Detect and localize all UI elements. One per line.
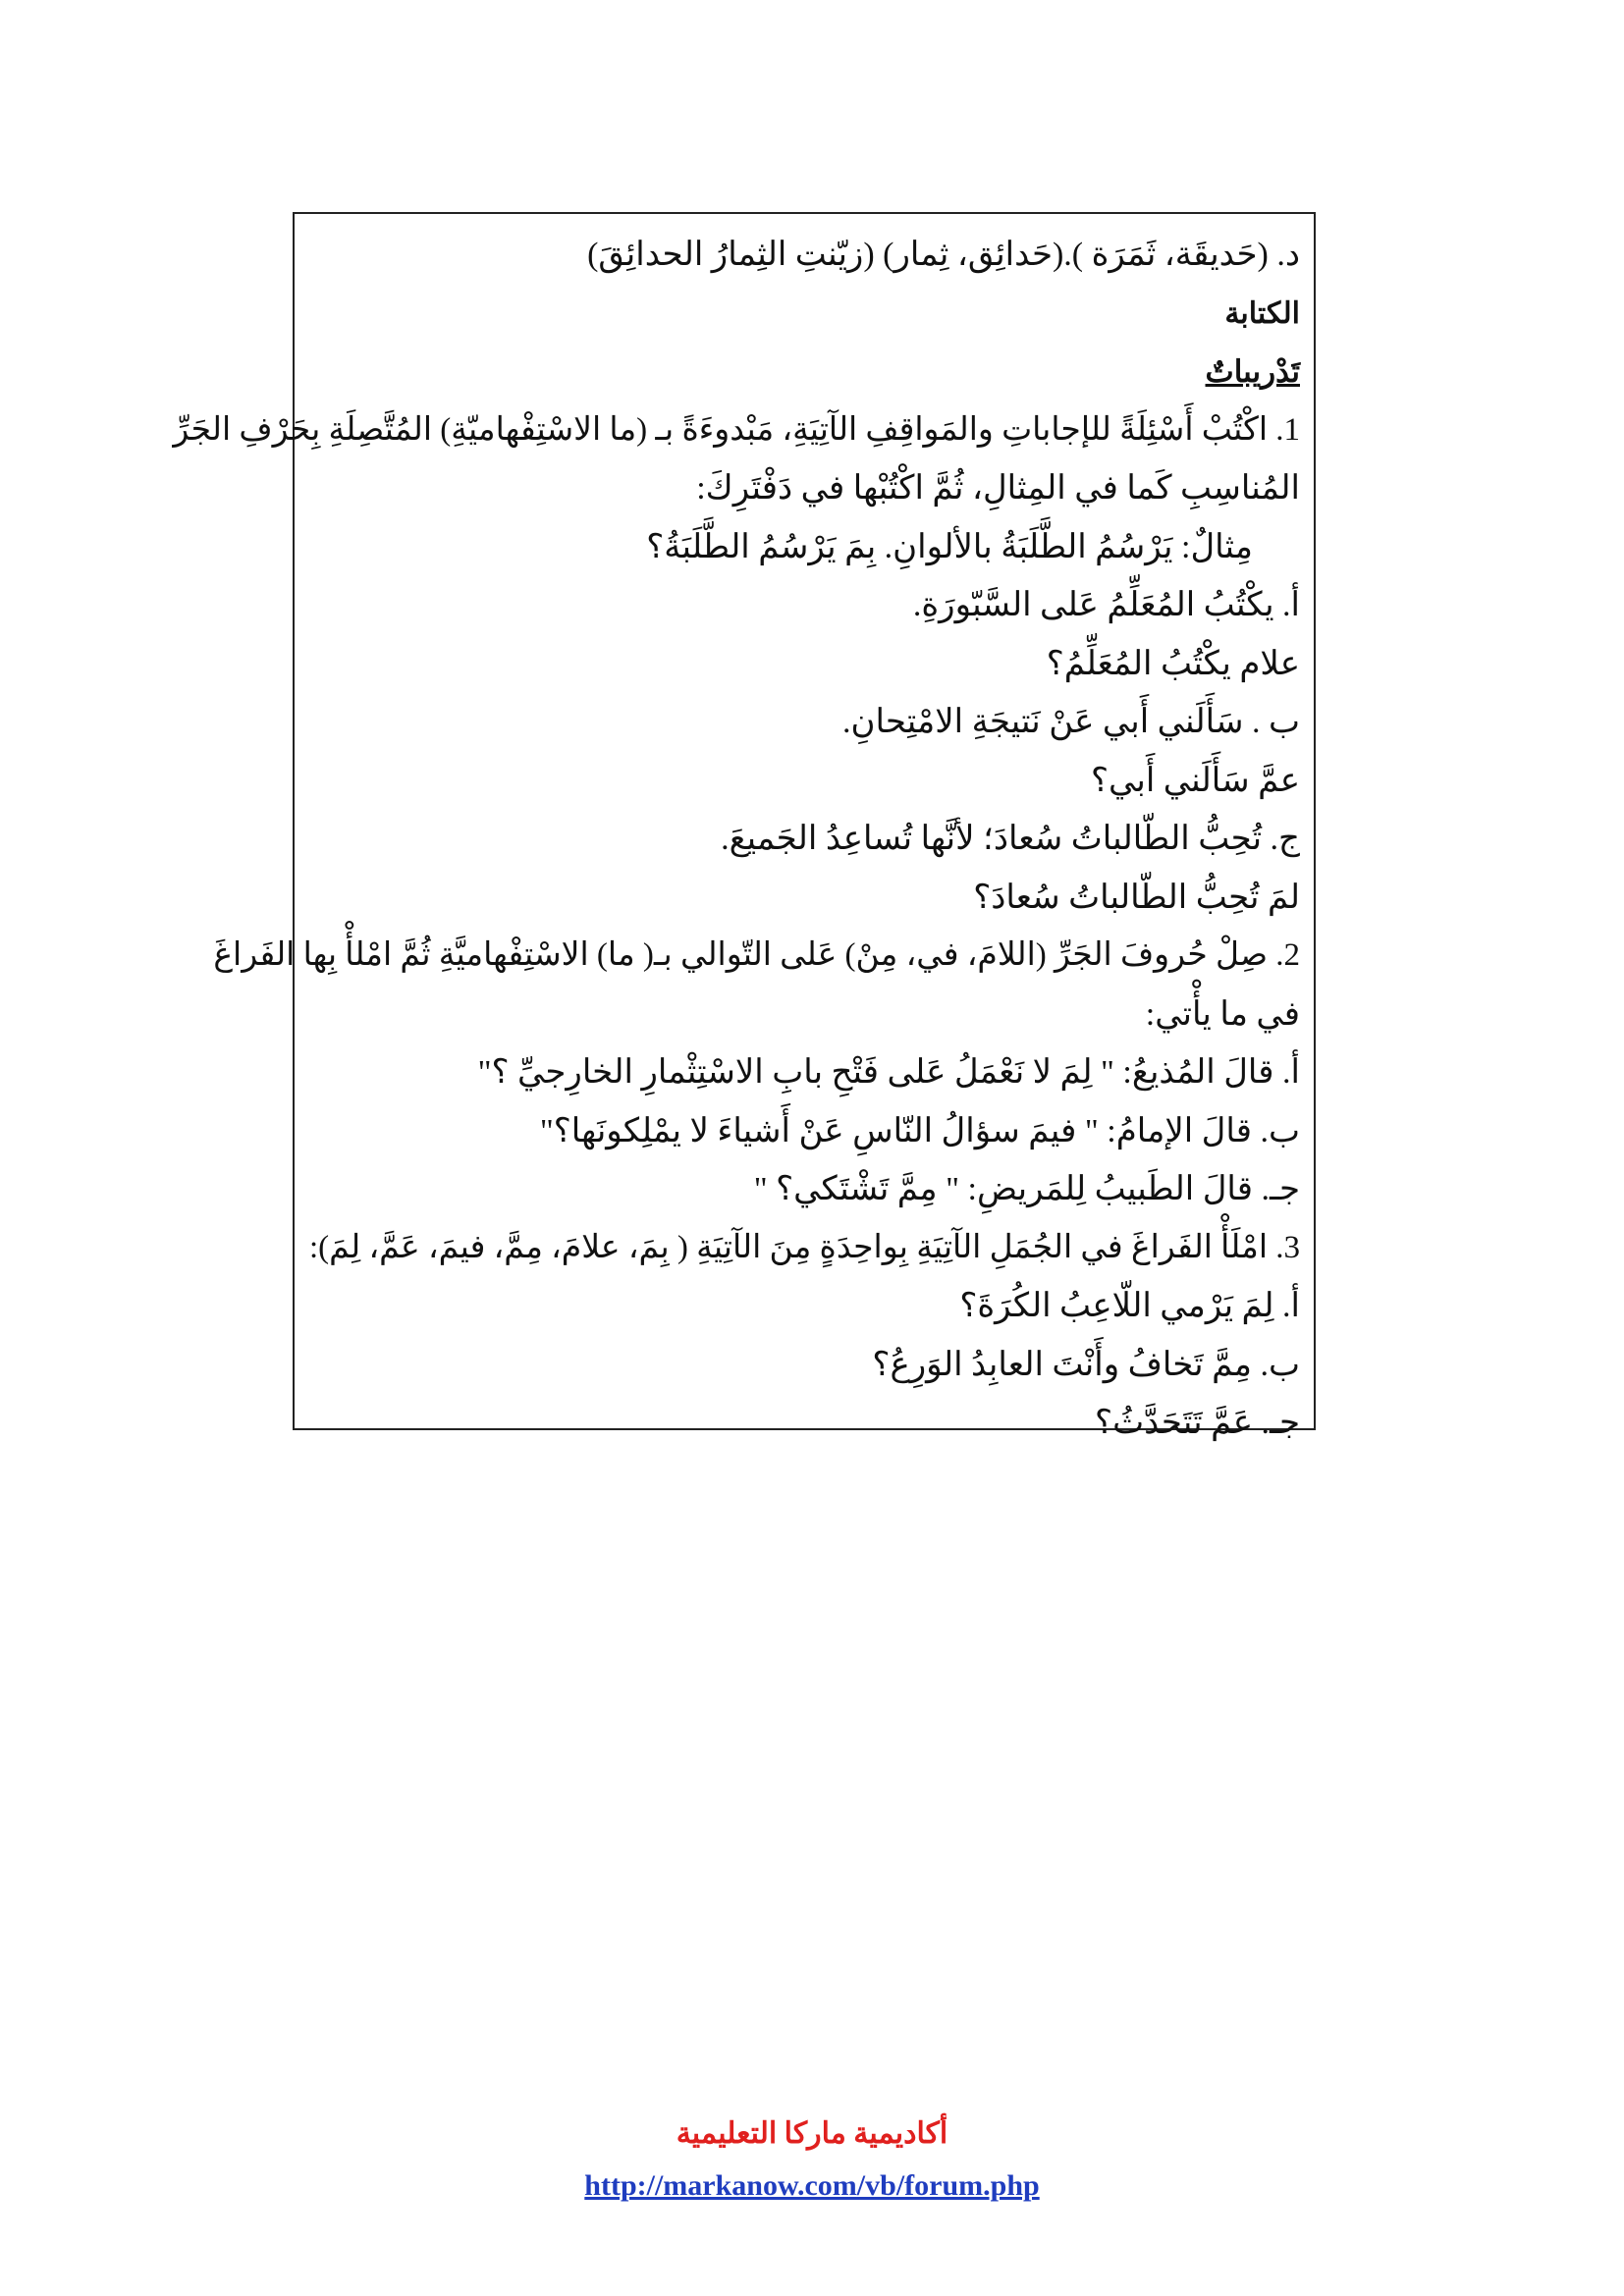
section-subheading-exercises: تَدْريباتٌ: [1205, 354, 1300, 389]
q2-item-b: ب. قالَ الإمامُ: " فيمَ سؤالُ النّاسِ عَنْ أَشياءَ لا يمْلِكونَها؟": [539, 1112, 1300, 1149]
question-1: 1. اكْتُبْ أَسْئِلَةً للإجاباتِ والمَواقِفِ الآتِيَةِ، مَبْدوءَةً بـ (ما الاسْتِفْهاميّةِ) المُتَّصِلَةِ بِحَرْفِ الجَرِّ: [173, 411, 1300, 448]
line-1: د. (حَديقَة، ثَمَرَة ).(حَدائِق، ثِمار) (زيّنتِ الثِمارُ الحدائِقَ): [587, 237, 1300, 273]
question-3: 3. امْلَأْ الفَراغَ في الجُمَلِ الآتِيَةِ بِواحِدَةٍ مِنَ الآتِيَةِ ( بِمَ، علامَ، مِمَّ، فيمَ، عَمَّ، لِمَ):: [309, 1229, 1300, 1265]
q2-item-c: جـ. قالَ الطَبيبُ لِلمَريضِ: " مِمَّ تَشْتَكي؟ ": [753, 1171, 1300, 1207]
q2-item-a: أ. قالَ المُذيعُ: " لِمَ لا نَعْمَلُ عَلى فَتْحِ بابِ الاسْتِثْمارِ الخارِجيِّ ؟": [477, 1054, 1300, 1091]
question-2-continued: في ما يأْتي:: [1145, 995, 1300, 1033]
q3-item-a: أ. لِمَ يَرْمي اللّاعِبُ الكُرَةَ؟: [959, 1288, 1300, 1324]
example-line: مِثالٌ: يَرْسُمُ الطَّلَبَةُ بالألوانِ. بِمَ يَرْسُمُ الطَّلَبَةُ؟: [646, 528, 1253, 565]
q1-item-b-answer: عمَّ سَأَلَني أَبي؟: [1090, 762, 1300, 799]
q1-item-c-answer: لمَ تُحِبُّ الطّالباتُ سُعادَ؟: [973, 879, 1300, 916]
footer-brand: أكاديمية ماركا التعليمية: [676, 2117, 948, 2150]
q3-item-c: جـ. عَمَّ تَتَحَدَّثُ؟: [1095, 1405, 1300, 1441]
q3-item-b: ب. مِمَّ تَخافُ وأَنْتَ العابِدُ الوَرِعُ؟: [872, 1346, 1300, 1383]
question-2: 2. صِلْ حُروفَ الجَرِّ (اللامَ، في، مِنْ) عَلى التّوالي بـ( ما) الاسْتِفْهاميَّةِ ثُمَّ امْلأْ بِها الفَراغَ: [213, 937, 1300, 973]
section-heading-writing: الكتابة: [1224, 296, 1300, 330]
question-1-continued: المُناسِبِ كَما في المِثالِ، ثُمَّ اكْتُبْها في دَفْتَرِكَ:: [696, 470, 1300, 507]
q1-item-b: ب . سَأَلَني أَبي عَنْ نَتيجَةِ الامْتِحانِ.: [842, 704, 1300, 740]
q1-item-a-answer: علام يكْتُبُ المُعَلِّمُ؟: [1046, 645, 1300, 682]
q1-item-c: ج. تُحِبُّ الطّالباتُ سُعادَ؛ لأنَّها تُساعِدُ الجَميعَ.: [721, 821, 1300, 857]
footer-link[interactable]: http://markanow.com/vb/forum.php: [584, 2169, 1040, 2202]
exercise-box: [173, 212, 1316, 1441]
q1-item-a: أ. يكْتُبُ المُعَلِّمُ عَلى السَّبّورَةِ.: [912, 587, 1300, 623]
